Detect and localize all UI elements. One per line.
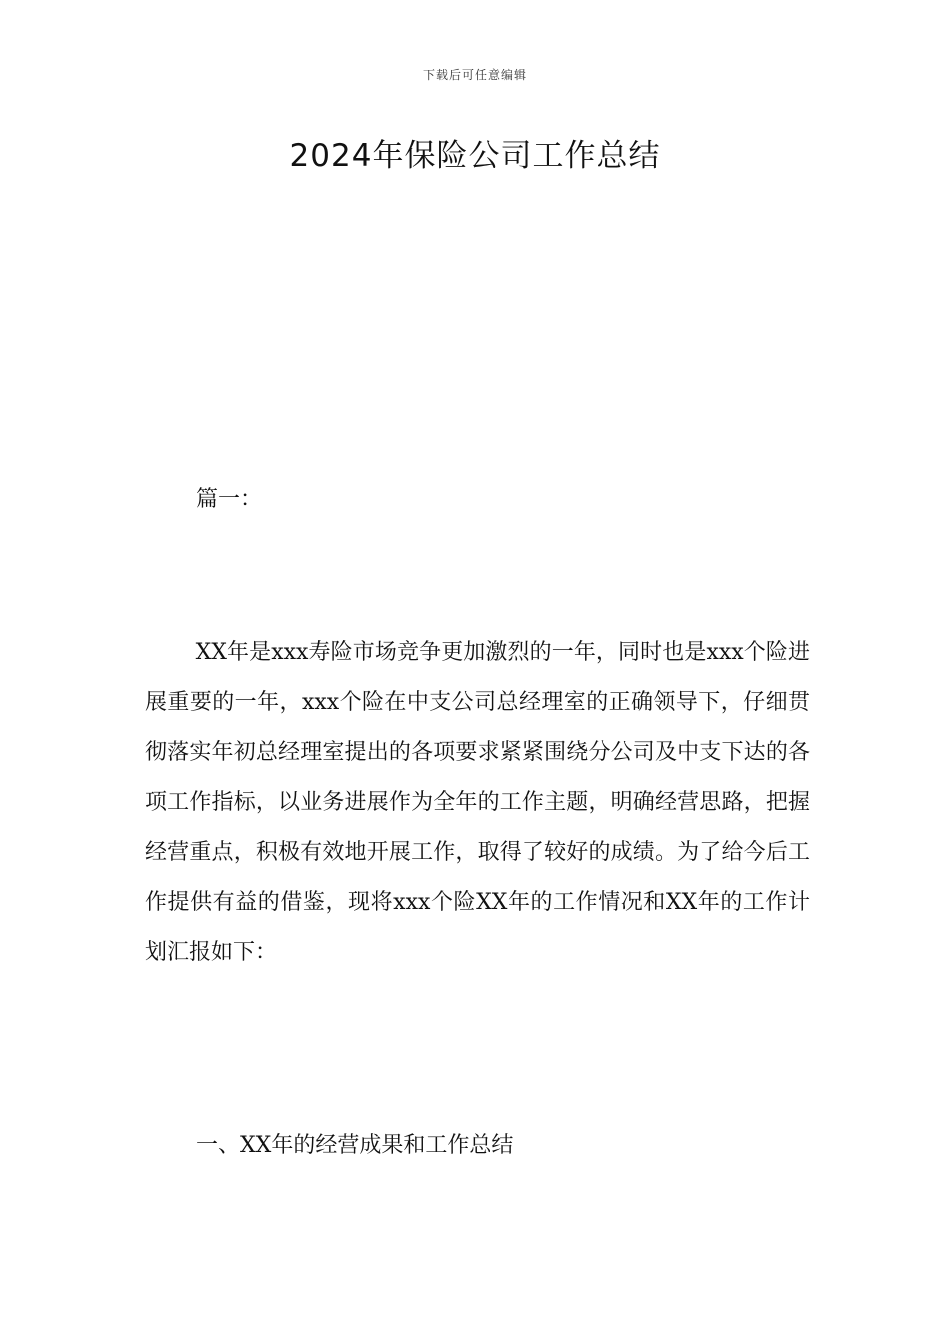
body-paragraph: XX年是xxx寿险市场竞争更加激烈的一年，同时也是xxx个险进展重要的一年，xxx个险在中支公司总经理室的正确领导下，仔细贯彻落实年初总经理室提出的各项要求紧紧围绕分公司及中支下达的各项工作指标，以业务进展作为全年的工作主题，明确经营思路，把握经营重点，积极有效地开展工作，取得了较好的成绩。为了给今后工作提供有益的借鉴，现将xxx个险XX年的工作情况和XX年的工作计划汇报如下： xyxy=(145,640,810,965)
section-heading: 一、XX年的经营成果和工作总结 xyxy=(196,1133,514,1158)
section-label: 篇一： xyxy=(196,487,263,512)
document-title: 2024年保险公司工作总结 xyxy=(289,138,661,174)
header-note: 下载后可任意编辑 xyxy=(422,68,527,82)
